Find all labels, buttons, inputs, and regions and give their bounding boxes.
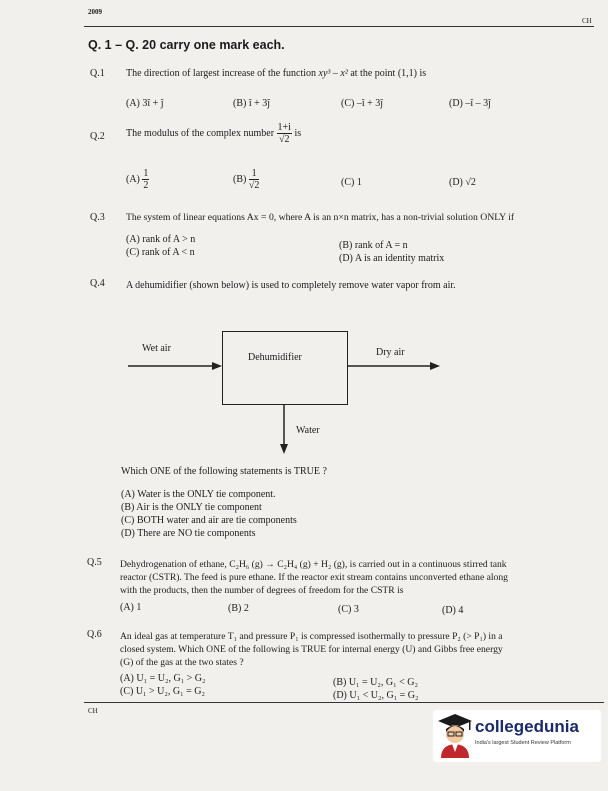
q4-stem: Which ONE of the following statements is TRUE ?	[121, 466, 327, 477]
water-arrowhead	[280, 444, 288, 454]
q3-option-c[interactable]: (C) rank of A < n	[126, 247, 195, 258]
q1-option-a[interactable]: (A) 3î + ĵ	[126, 98, 164, 109]
q1-option-d[interactable]: (D) –î – 3ĵ	[449, 98, 491, 109]
dry-air-label: Dry air	[376, 347, 405, 358]
dry-air-arrowhead	[430, 362, 440, 370]
q3-option-b[interactable]: (B) rank of A = n	[339, 240, 408, 251]
q3-number: Q.3	[90, 212, 105, 223]
q4-text: A dehumidifier (shown below) is used to completely remove water vapor from air.	[126, 280, 456, 291]
q5-option-a[interactable]: (A) 1	[120, 602, 142, 613]
footer-paper-code: CH	[88, 707, 98, 715]
q5-option-b[interactable]: (B) 2	[228, 603, 249, 614]
q6-option-b[interactable]: (B) U₁ = U₂, G₁ < G₂	[333, 677, 418, 688]
footer-rule	[84, 702, 604, 703]
q4-number: Q.4	[90, 278, 105, 289]
q5-number: Q.5	[87, 557, 102, 568]
q2-fraction: $\frac{1+i}{√2}$	[277, 122, 291, 145]
q4-option-b[interactable]: (B) Air is the ONLY tie component	[121, 502, 262, 513]
q5-option-d[interactable]: (D) 4	[442, 605, 464, 616]
q5-line-2: reactor (CSTR). The feed is pure ethane. If the reactor exit stream contains unconverted ethane along	[120, 572, 508, 583]
q6-line-1: An ideal gas at temperature T₁ and pressure P₁ is compressed isothermally to pressure P₂ (> P₁) in a	[120, 631, 503, 642]
q1-option-c[interactable]: (C) –î + 3ĵ	[341, 98, 384, 109]
q6-option-c[interactable]: (C) U₁ > U₂, G₁ = G₂	[120, 686, 205, 697]
q1-option-b[interactable]: (B) î + 3ĵ	[233, 98, 271, 109]
q1-text-post: at the point (1,1) is	[350, 68, 427, 79]
q1-number: Q.1	[90, 68, 105, 79]
q4-option-a[interactable]: (A) Water is the ONLY tie component.	[121, 489, 276, 500]
q6-line-2: closed system. Which ONE of the following is TRUE for internal energy (U) and Gibbs free energy	[120, 644, 503, 655]
water-label: Water	[296, 425, 320, 436]
q3-option-a[interactable]: (A) rank of A > n	[126, 234, 196, 245]
q2-number: Q.2	[90, 131, 105, 142]
q2-option-b[interactable]: (B) $\frac{1}{√2}$	[233, 168, 260, 191]
q6-number: Q.6	[87, 629, 102, 640]
q4-option-c[interactable]: (C) BOTH water and air are tie components	[121, 515, 297, 526]
q2-option-c[interactable]: (C) 1	[341, 177, 362, 188]
q2-text-pre: The modulus of the complex number	[126, 127, 275, 139]
watermark-brand: collegedunia	[475, 717, 579, 736]
q5-line-1: Dehydrogenation of ethane, C₂H₆ (g) → C₂H₄ (g) + H₂ (g), is carried out in a continuous stirred tank	[120, 559, 507, 570]
q6-option-a[interactable]: (A) U₁ = U₂, G₁ > G₂	[120, 673, 206, 684]
wet-air-arrowhead	[212, 362, 222, 370]
exam-year: 2009	[88, 8, 102, 16]
paper-code: CH	[582, 17, 592, 25]
q4-option-d[interactable]: (D) There are NO tie components	[121, 528, 256, 539]
graduate-avatar-icon	[437, 712, 473, 758]
q2-option-d[interactable]: (D) √2	[449, 177, 476, 188]
q5-line-3: with the products, then the number of degrees of freedom for the CSTR is	[120, 585, 404, 596]
q2-text-post: is	[294, 127, 302, 139]
q2-option-a[interactable]: (A) $\frac{1}{2}$	[126, 168, 149, 191]
section-heading: Q. 1 – Q. 20 carry one mark each.	[88, 38, 285, 52]
q3-option-d[interactable]: (D) A is an identity matrix	[339, 253, 445, 264]
dehumidifier-label: Dehumidifier	[248, 352, 302, 363]
q1-text-pre: The direction of largest increase of the function	[126, 68, 317, 79]
watermark-tagline: India's largest Student Review Platform	[475, 740, 571, 746]
q6-option-d[interactable]: (D) U₁ < U₂, G₁ = G₂	[333, 690, 419, 701]
q3-text: The system of linear equations Ax = 0, where A is an n×n matrix, has a non-trivial solution ONLY if	[126, 212, 515, 223]
q6-line-3: (G) of the gas at the two states ?	[120, 657, 244, 668]
q1-function: xy³ – x²	[318, 68, 351, 79]
wet-air-label: Wet air	[142, 343, 171, 354]
q5-option-c[interactable]: (C) 3	[338, 604, 359, 615]
